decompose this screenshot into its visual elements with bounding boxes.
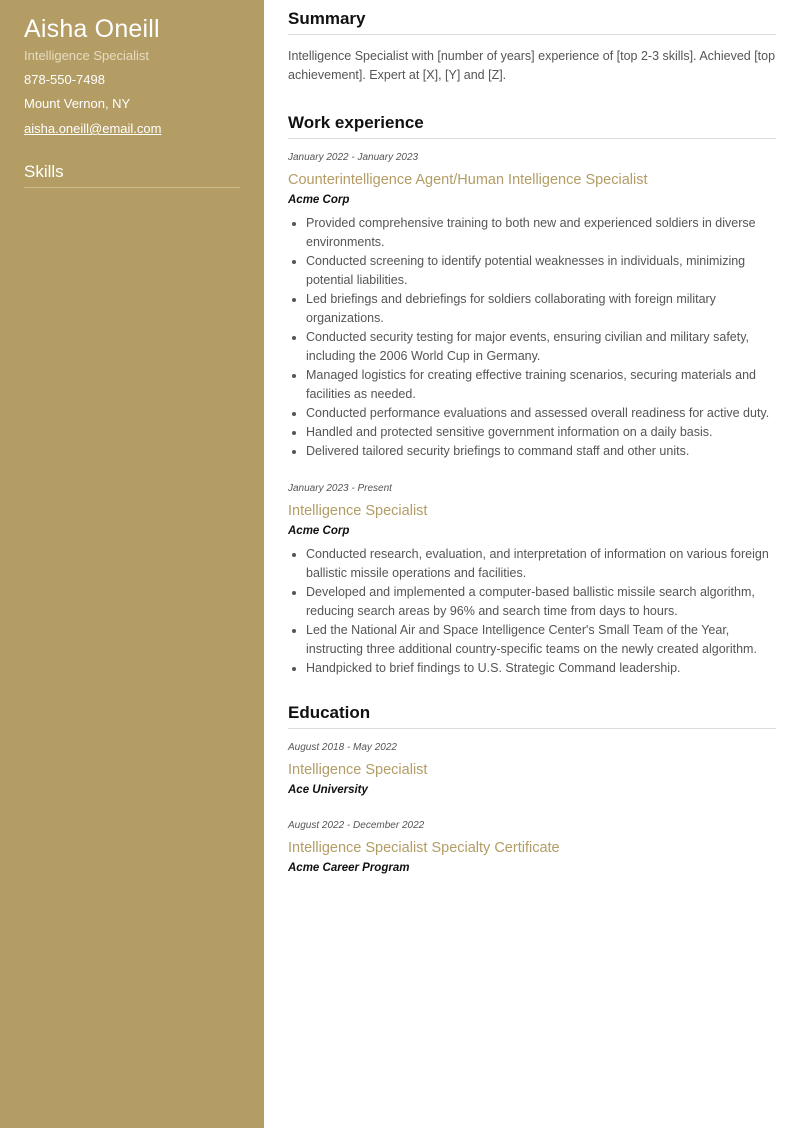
list-item: • Provided comprehensive training to both new and experienced soldiers in diverse environments. <box>306 214 776 252</box>
list-item: • Developed and implemented a computer-based ballistic missile search algorithm, reducing search areas by 96% and search time from days to hours. <box>306 583 776 621</box>
summary-text: Intelligence Specialist with [number of years] experience of [top 2-3 skills]. Achieved [top achievement]. Expert at [X], [Y] and [Z]. <box>288 49 776 82</box>
work-role: Intelligence Specialist <box>288 503 428 519</box>
list-item: • Led the National Air and Space Intelligence Center's Small Team of the Year, instructing three additional country-specific teams on the newly created algorithm. <box>306 621 776 659</box>
work-heading: Work experience <box>288 113 776 139</box>
summary-section <box>288 9 776 85</box>
education-entry <box>288 741 776 798</box>
work-dates: January 2022 - January 2023 <box>288 152 419 163</box>
list-item: • Handpicked to brief findings to U.S. Strategic Command leadership. <box>306 659 776 678</box>
list-item: • Conducted performance evaluations and assessed overall readiness for active duty. <box>306 404 776 423</box>
sidebar <box>0 0 264 1128</box>
list-item: • Conducted security testing for major events, ensuring civilian and military safety, including the 2006 World Cup in Germany. <box>306 328 776 366</box>
work-entry <box>288 482 776 678</box>
list-item: • Managed logistics for creating effective training scenarios, securing materials and facilities as needed. <box>306 366 776 404</box>
main-content <box>288 0 776 876</box>
work-bullets <box>288 214 776 461</box>
list-item: • Led briefings and debriefings for soldiers collaborating with foreign military organizations. <box>306 290 776 328</box>
work-company: Acme Corp <box>288 194 350 206</box>
list-item: • Handled and protected sensitive government information on a daily basis. <box>306 423 776 442</box>
education-section <box>288 703 776 876</box>
list-item: • Conducted research, evaluation, and interpretation of information on various foreign ballistic missile operations and facilities. <box>306 545 776 583</box>
education-degree: Intelligence Specialist Specialty Certificate <box>288 840 560 856</box>
email-link[interactable]: aisha.oneill@email.com <box>24 121 162 136</box>
candidate-title: Intelligence Specialist <box>24 48 150 63</box>
education-heading: Education <box>288 703 776 729</box>
skills-heading: Skills <box>24 162 240 188</box>
phone-number: 878-550-7498 <box>24 72 105 87</box>
education-dates: August 2018 - May 2022 <box>288 742 397 753</box>
work-dates: January 2023 - Present <box>288 483 392 494</box>
education-school: Acme Career Program <box>288 862 410 874</box>
work-role: Counterintelligence Agent/Human Intelligence Specialist <box>288 172 648 188</box>
summary-heading: Summary <box>288 9 776 35</box>
candidate-name: Aisha Oneill <box>24 15 160 43</box>
education-dates: August 2022 - December 2022 <box>288 820 425 831</box>
education-entry <box>288 819 776 876</box>
list-item: • Delivered tailored security briefings to command staff and other units. <box>306 442 776 461</box>
work-entry <box>288 151 776 461</box>
location: Mount Vernon, NY <box>24 96 131 111</box>
education-school: Ace University <box>288 784 368 796</box>
work-section <box>288 113 776 678</box>
work-company: Acme Corp <box>288 525 350 537</box>
education-degree: Intelligence Specialist <box>288 762 428 778</box>
list-item: • Conducted screening to identify potential weaknesses in individuals, minimizing potential liabilities. <box>306 252 776 290</box>
work-bullets <box>288 545 776 678</box>
